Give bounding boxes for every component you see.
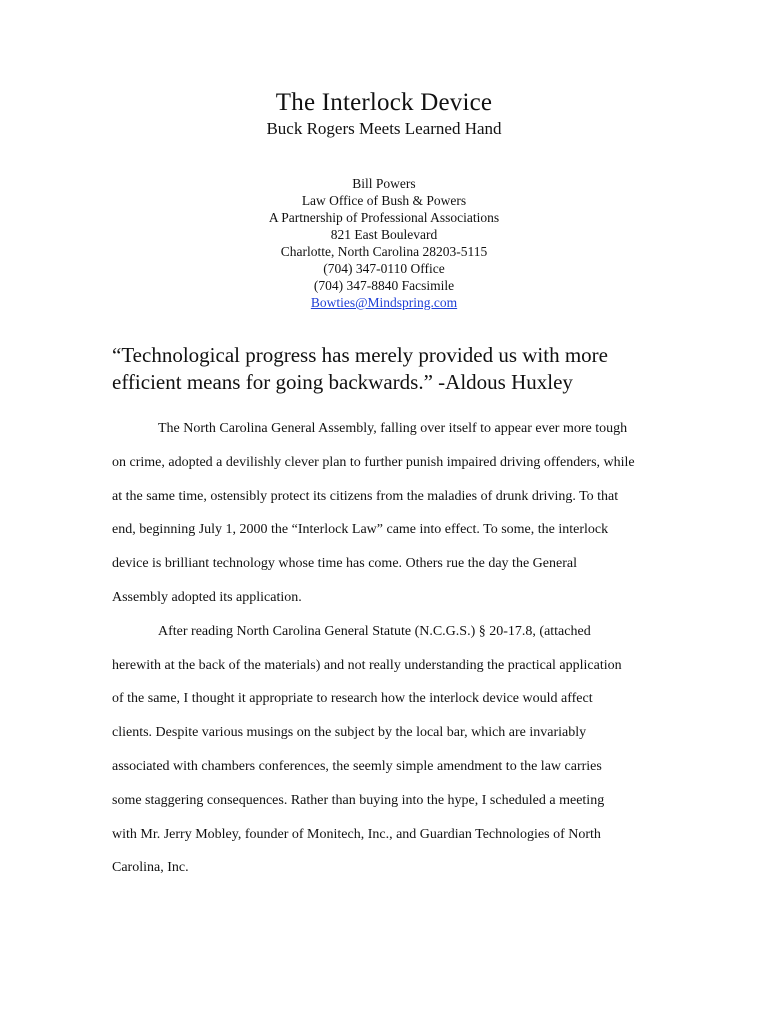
paragraph-line: end, beginning July 1, 2000 the “Interlock Law” came into effect. To some, the interlock: [112, 522, 609, 538]
office-phone: (704) 347-0110 Office: [323, 261, 445, 276]
body-text: [112, 418, 660, 891]
paragraph-line: Assembly adopted its application.: [112, 589, 302, 605]
quote-line: efficient means for going backwards.” -Aldous Huxley: [112, 370, 573, 394]
document-title: The Interlock Device: [275, 89, 493, 116]
paragraph-line: associated with chambers conferences, the seemly simple amendment to the law carries: [112, 758, 602, 774]
paragraph-line: clients. Despite various musings on the subject by the local bar, which are invariably: [112, 725, 587, 741]
paragraph-1: [112, 418, 660, 621]
partnership-line: A Partnership of Professional Associations: [268, 210, 500, 225]
paragraph-line: device is brilliant technology whose time has come. Others rue the day the General: [112, 556, 577, 572]
paragraph-line: of the same, I thought it appropriate to research how the interlock device would affect: [112, 691, 593, 707]
city-state-zip: Charlotte, North Carolina 28203-5115: [280, 244, 488, 259]
author-name: Bill Powers: [352, 176, 416, 191]
paragraph-line: on crime, adopted a devilishly clever plan to further punish impaired driving offenders, while: [112, 454, 635, 470]
paragraph-line: some staggering consequences. Rather than buying into the hype, I scheduled a meeting: [112, 792, 605, 808]
paragraph-line: Carolina, Inc.: [112, 860, 189, 876]
fax-number: (704) 347-8840 Facsimile: [313, 278, 455, 293]
street-address: 821 East Boulevard: [330, 227, 438, 242]
paragraph-line: The North Carolina General Assembly, falling over itself to appear ever more tough: [158, 421, 628, 436]
author-address-block: [0, 175, 768, 311]
quote-line: “Technological progress has merely provided us with more: [112, 343, 608, 367]
firm-name: Law Office of Bush & Powers: [301, 193, 467, 208]
epigraph-quote: [112, 342, 672, 396]
paragraph-2: [112, 621, 660, 891]
paragraph-line: at the same time, ostensibly protect its citizens from the maladies of drunk driving. To that: [112, 488, 619, 504]
paragraph-line: After reading North Carolina General Statute (N.C.G.S.) § 20-17.8, (attached: [158, 623, 591, 639]
email-link[interactable]: Bowties@Mindspring.com: [310, 295, 458, 310]
paragraph-line: herewith at the back of the materials) and not really understanding the practical application: [112, 657, 622, 673]
document-subtitle: Buck Rogers Meets Learned Hand: [266, 119, 502, 138]
paragraph-line: with Mr. Jerry Mobley, founder of Monitech, Inc., and Guardian Technologies of North: [112, 826, 601, 842]
